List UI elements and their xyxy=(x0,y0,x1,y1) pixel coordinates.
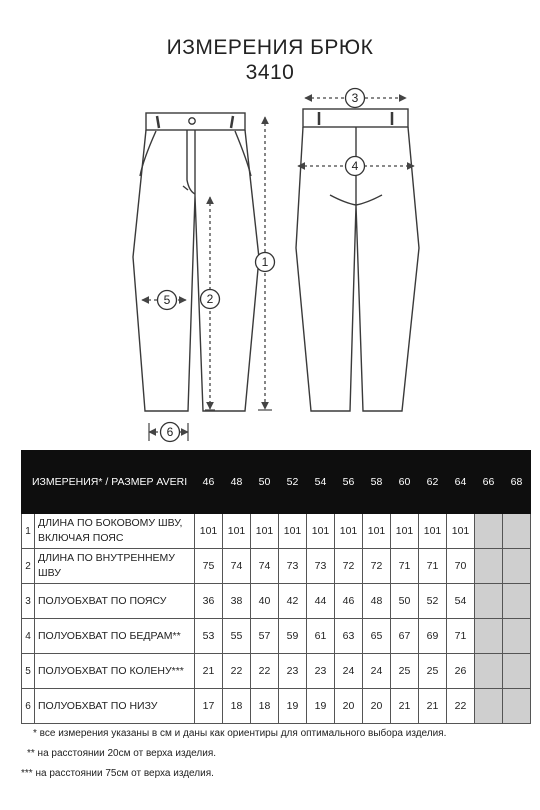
value-cell: 63 xyxy=(335,619,363,654)
page-title: ИЗМЕРЕНИЯ БРЮК xyxy=(166,36,374,59)
value-cell xyxy=(475,689,503,724)
row-number: 5 xyxy=(22,654,35,689)
value-cell: 38 xyxy=(223,584,251,619)
marker-6-label: 6 xyxy=(166,425,174,439)
value-cell: 72 xyxy=(363,549,391,584)
value-cell: 20 xyxy=(335,689,363,724)
value-cell: 25 xyxy=(419,654,447,689)
size-header-58: 58 xyxy=(363,451,391,514)
value-cell: 101 xyxy=(307,514,335,549)
size-header-64: 64 xyxy=(447,451,475,514)
value-cell xyxy=(503,549,531,584)
value-cell: 46 xyxy=(335,584,363,619)
row-number: 1 xyxy=(22,514,35,549)
value-cell: 22 xyxy=(447,689,475,724)
value-cell: 52 xyxy=(419,584,447,619)
table-header-row xyxy=(22,451,531,514)
value-cell: 21 xyxy=(419,689,447,724)
row-number: 6 xyxy=(22,689,35,724)
value-cell: 74 xyxy=(251,549,279,584)
table-row xyxy=(22,584,531,619)
value-cell: 19 xyxy=(307,689,335,724)
measurement-name: ДЛИНА ПО ВНУТРЕННЕМУ ШВУ xyxy=(35,549,195,584)
table-header-label: ИЗМЕРЕНИЯ* / РАЗМЕР AVERI xyxy=(22,451,195,514)
table-row xyxy=(22,689,531,724)
marker-3-label: 3 xyxy=(351,91,359,105)
size-header-48: 48 xyxy=(223,451,251,514)
value-cell: 50 xyxy=(391,584,419,619)
footnote-3: *** на расстоянии 75см от верха изделия. xyxy=(21,768,214,779)
value-cell: 101 xyxy=(223,514,251,549)
value-cell: 74 xyxy=(223,549,251,584)
size-header-66: 66 xyxy=(475,451,503,514)
marker-1-label: 1 xyxy=(261,255,269,269)
value-cell: 54 xyxy=(447,584,475,619)
front-outline xyxy=(133,130,259,411)
value-cell: 17 xyxy=(195,689,223,724)
measurement-name: ПОЛУОБХВАТ ПО ПОЯСУ xyxy=(35,584,195,619)
value-cell: 71 xyxy=(391,549,419,584)
button-icon xyxy=(189,118,195,124)
row-number: 4 xyxy=(22,619,35,654)
value-cell xyxy=(475,549,503,584)
value-cell: 25 xyxy=(391,654,419,689)
value-cell: 19 xyxy=(279,689,307,724)
value-cell: 42 xyxy=(279,584,307,619)
value-cell: 71 xyxy=(447,619,475,654)
value-cell: 71 xyxy=(419,549,447,584)
size-header-54: 54 xyxy=(307,451,335,514)
value-cell: 67 xyxy=(391,619,419,654)
table-row xyxy=(22,549,531,584)
value-cell: 18 xyxy=(223,689,251,724)
value-cell: 72 xyxy=(335,549,363,584)
value-cell: 36 xyxy=(195,584,223,619)
value-cell: 101 xyxy=(447,514,475,549)
value-cell: 61 xyxy=(307,619,335,654)
value-cell: 18 xyxy=(251,689,279,724)
value-cell: 57 xyxy=(251,619,279,654)
value-cell xyxy=(475,584,503,619)
marker-4-label: 4 xyxy=(351,159,359,173)
size-header-50: 50 xyxy=(251,451,279,514)
footnote-2: ** на расстоянии 20см от верха изделия. xyxy=(27,748,217,759)
value-cell: 21 xyxy=(391,689,419,724)
table-row xyxy=(22,514,531,549)
value-cell xyxy=(503,619,531,654)
size-header-46: 46 xyxy=(195,451,223,514)
value-cell xyxy=(475,619,503,654)
value-cell: 55 xyxy=(223,619,251,654)
value-cell: 73 xyxy=(279,549,307,584)
size-header-60: 60 xyxy=(391,451,419,514)
model-number: 3410 xyxy=(245,61,295,84)
value-cell: 101 xyxy=(363,514,391,549)
value-cell: 48 xyxy=(363,584,391,619)
value-cell: 101 xyxy=(195,514,223,549)
value-cell: 65 xyxy=(363,619,391,654)
value-cell: 75 xyxy=(195,549,223,584)
front-view xyxy=(133,113,259,411)
value-cell: 101 xyxy=(335,514,363,549)
table-row xyxy=(22,654,531,689)
value-cell: 70 xyxy=(447,549,475,584)
marker-5-label: 5 xyxy=(163,293,171,307)
value-cell xyxy=(503,584,531,619)
measurement-name: ДЛИНА ПО БОКОВОМУ ШВУ, ВКЛЮЧАЯ ПОЯС xyxy=(35,514,195,549)
row-number: 3 xyxy=(22,584,35,619)
measurement-name: ПОЛУОБХВАТ ПО БЕДРАМ** xyxy=(35,619,195,654)
marker-2-label: 2 xyxy=(206,292,214,306)
size-header-56: 56 xyxy=(335,451,363,514)
value-cell xyxy=(503,654,531,689)
value-cell: 73 xyxy=(307,549,335,584)
value-cell: 101 xyxy=(391,514,419,549)
value-cell: 22 xyxy=(251,654,279,689)
value-cell: 23 xyxy=(279,654,307,689)
value-cell: 101 xyxy=(419,514,447,549)
value-cell: 24 xyxy=(363,654,391,689)
size-header-52: 52 xyxy=(279,451,307,514)
value-cell: 69 xyxy=(419,619,447,654)
value-cell: 23 xyxy=(307,654,335,689)
size-header-68: 68 xyxy=(503,451,531,514)
value-cell xyxy=(475,514,503,549)
size-table xyxy=(21,450,531,724)
value-cell xyxy=(503,689,531,724)
row-number: 2 xyxy=(22,549,35,584)
table-row xyxy=(22,619,531,654)
footnote-1: * все измерения указаны в см и даны как ориентиры для оптимального выбора изделия. xyxy=(33,728,447,739)
measurement-name: ПОЛУОБХВАТ ПО КОЛЕНУ*** xyxy=(35,654,195,689)
value-cell: 101 xyxy=(251,514,279,549)
value-cell: 44 xyxy=(307,584,335,619)
value-cell: 22 xyxy=(223,654,251,689)
value-cell xyxy=(475,654,503,689)
value-cell: 101 xyxy=(279,514,307,549)
value-cell: 53 xyxy=(195,619,223,654)
value-cell: 40 xyxy=(251,584,279,619)
back-view xyxy=(296,109,419,411)
value-cell: 21 xyxy=(195,654,223,689)
value-cell: 59 xyxy=(279,619,307,654)
value-cell xyxy=(503,514,531,549)
value-cell: 26 xyxy=(447,654,475,689)
size-header-62: 62 xyxy=(419,451,447,514)
value-cell: 20 xyxy=(363,689,391,724)
measurement-name: ПОЛУОБХВАТ ПО НИЗУ xyxy=(35,689,195,724)
value-cell: 24 xyxy=(335,654,363,689)
